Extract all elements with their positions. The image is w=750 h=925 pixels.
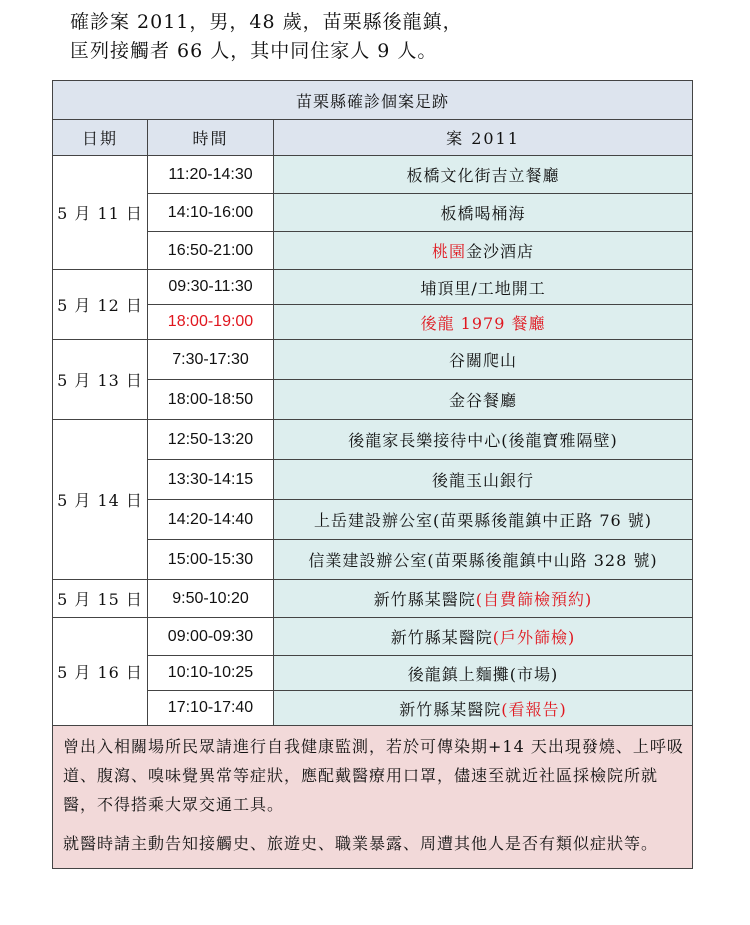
table-row (53, 305, 693, 340)
table-row (53, 540, 693, 580)
date-cell: 5 月 12 日 (53, 270, 148, 340)
place-text: 後龍玉山銀行 (432, 471, 535, 490)
place-text: 新竹縣某醫院 (390, 628, 493, 647)
time-cell: 14:20-14:40 (148, 500, 274, 540)
intro-line-1: 確診案 2011，男，48 歲，苗栗縣後龍鎮， (70, 11, 463, 33)
date-cell: 5 月 15 日 (53, 580, 148, 618)
table-row (53, 340, 693, 380)
place-text: 谷關爬山 (449, 351, 518, 370)
table-row (53, 232, 693, 270)
place-cell (274, 540, 693, 580)
header-place: 案 2011 (274, 120, 693, 156)
place-cell (274, 380, 693, 420)
time-cell: 09:30-11:30 (148, 270, 274, 305)
date-cell: 5 月 11 日 (53, 156, 148, 270)
place-cell (274, 194, 693, 232)
place-cell (274, 656, 693, 691)
place-text: 信業建設辦公室(苗栗縣後龍鎮中山路 328 號) (308, 551, 658, 570)
place-text: 後龍家長樂接待中心(後龍寶雅隔壁) (348, 431, 618, 450)
place-cell (274, 270, 693, 305)
time-cell: 14:10-16:00 (148, 194, 274, 232)
place-text: 板橋文化街吉立餐廳 (406, 166, 560, 185)
footprint-table (52, 80, 693, 869)
place-text: 埔頂里/工地開工 (420, 278, 546, 298)
time-cell: 7:30-17:30 (148, 340, 274, 380)
date-cell: 5 月 14 日 (53, 420, 148, 580)
time-cell: 12:50-13:20 (148, 420, 274, 460)
time-cell: 13:30-14:15 (148, 460, 274, 500)
table-row (53, 420, 693, 460)
time-cell: 10:10-10:25 (148, 656, 274, 691)
place-text: 新竹縣某醫院 (373, 590, 476, 609)
date-cell: 5 月 16 日 (53, 618, 148, 726)
intro-line-2: 匡列接觸者 66 人，其中同住家人 9 人。 (70, 40, 438, 62)
table-row (53, 691, 693, 726)
place-cell (274, 420, 693, 460)
header-date: 日期 (53, 120, 148, 156)
place-cell (274, 156, 693, 194)
time-cell: 17:10-17:40 (148, 691, 274, 726)
table-row (53, 194, 693, 232)
notice-paragraph-2: 就醫時請主動告知接觸史、旅遊史、職業暴露、周遭其他人是否有類似症狀等。 (63, 834, 659, 853)
place-cell (274, 232, 693, 270)
table-row (53, 580, 693, 618)
table-row (53, 618, 693, 656)
table-body (53, 156, 693, 726)
place-text: 金沙酒店 (466, 242, 535, 261)
table-row (53, 500, 693, 540)
time-cell: 16:50-21:00 (148, 232, 274, 270)
time-cell: 11:20-14:30 (148, 156, 274, 194)
time-cell: 9:50-10:20 (148, 580, 274, 618)
place-cell (274, 580, 693, 618)
table-row (53, 460, 693, 500)
place-text: 上岳建設辦公室(苗栗縣後龍鎮中正路 76 號) (314, 511, 653, 530)
notice-paragraph-1: 曾出入相關場所民眾請進行自我健康監測，若於可傳染期+14 天出現發燒、上呼吸道、腹瀉、嗅味覺異常等症狀，應配戴醫療用口罩，儘速至就近社區採檢院所就醫，不得搭乘大眾交通工具。 (63, 737, 684, 814)
time-cell: 18:00-18:50 (148, 380, 274, 420)
time-cell: 09:00-09:30 (148, 618, 274, 656)
table-title: 苗栗縣確診個案足跡 (53, 81, 693, 120)
place-text: 新竹縣某醫院 (399, 699, 502, 719)
place-text: 後龍 1979 餐廳 (420, 313, 546, 333)
table-row (53, 156, 693, 194)
place-text: (看報告) (501, 699, 567, 719)
place-text: 桃園 (432, 242, 467, 261)
time-cell: 18:00-19:00 (148, 305, 274, 340)
table-row (53, 380, 693, 420)
place-cell (274, 691, 693, 726)
health-notice (53, 726, 693, 869)
place-cell (274, 460, 693, 500)
header-time: 時間 (148, 120, 274, 156)
place-text: 後龍鎮上麵攤(市場) (407, 664, 559, 684)
table-row (53, 656, 693, 691)
place-cell (274, 500, 693, 540)
case-intro (70, 8, 463, 66)
table-row (53, 270, 693, 305)
place-text: 金谷餐廳 (449, 391, 518, 410)
place-text: (戶外篩檢) (492, 628, 576, 647)
place-text: (自費篩檢預約) (475, 590, 593, 609)
place-cell (274, 340, 693, 380)
place-cell (274, 305, 693, 340)
date-cell: 5 月 13 日 (53, 340, 148, 420)
place-text: 板橋喝桶海 (440, 204, 526, 223)
time-cell: 15:00-15:30 (148, 540, 274, 580)
place-cell (274, 618, 693, 656)
